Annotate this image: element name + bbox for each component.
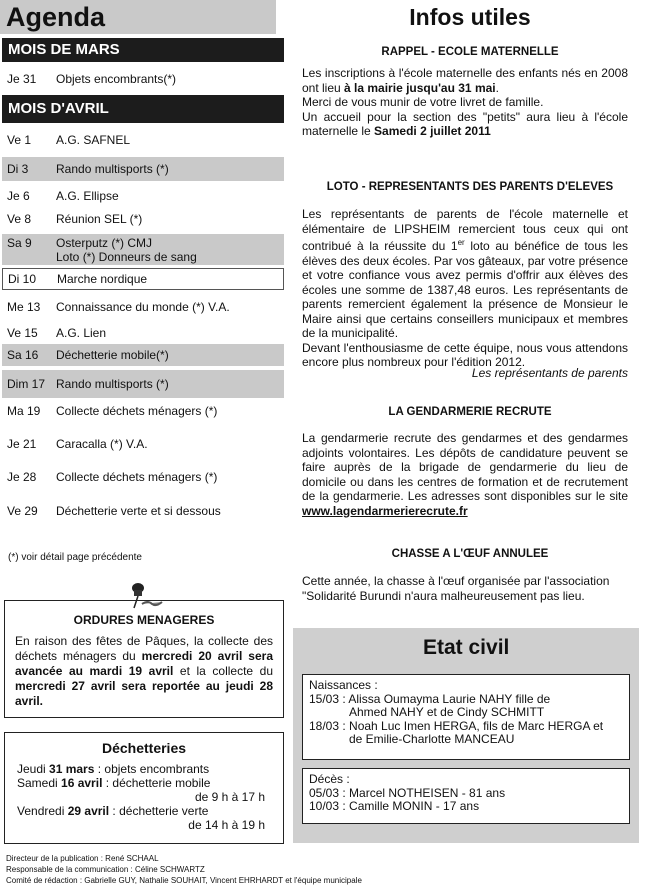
event-day: Je 21 (7, 437, 37, 451)
event-text: Déchetterie mobile(*) (56, 348, 169, 362)
event-day: Ve 29 (7, 504, 38, 518)
ordures-text-bold: mercredi 20 avril sera avancée au mardi 19 avril (15, 649, 273, 678)
naissance-entry: 18/03 : Noah Luc Imen HERGA, fils de Marc HERGA et (309, 718, 604, 733)
naissances-label: Naissances : (309, 678, 378, 692)
event-day: Ve 8 (7, 212, 32, 226)
event-day: Ve 15 (7, 326, 38, 340)
credit-line: Comité de rédaction : Gabrielle GUY, Nathalie SOUHAIT, Vincent EHRHARDT et l'équipe municipale (6, 876, 362, 885)
event-text: Connaissance du monde (*) V.A. (56, 300, 230, 314)
event-day: Sa 9 (7, 236, 32, 250)
text-part: Un accueil pour la section des "petits" aura lieu à l'école maternelle le (302, 109, 628, 138)
event-text: Rando multisports (*) (56, 377, 169, 391)
text-part: Merci de vous munir de votre livret de famille. (302, 95, 544, 109)
event-text: Réunion SEL (*) (56, 212, 143, 226)
ordures-title: ORDURES MENAGERES (73, 613, 215, 627)
loto-heading: LOTO - REPRESENTANTS DES PARENTS D'ELEVES (326, 181, 614, 193)
agenda-event (2, 437, 284, 451)
agenda-event (2, 470, 284, 484)
agenda-title: Agenda (6, 2, 106, 32)
month-avril-bar: MOIS D'AVRIL (2, 95, 284, 123)
dechetteries-title: Déchetteries (101, 740, 187, 756)
text-bold: à la mairie jusqu'au 31 mai (344, 80, 496, 95)
event-day: Dim 17 (7, 377, 46, 391)
dechetterie-hours: de 14 h à 19 h (188, 818, 265, 832)
deces-entry: 10/03 : Camille MONIN - 17 ans (309, 799, 480, 813)
line-part: : déchetterie verte (109, 804, 209, 818)
event-text: Déchetterie verte et si dessous (56, 504, 221, 518)
event-day: Je 28 (7, 470, 37, 484)
loto-text (302, 207, 628, 370)
line-part: Jeudi (17, 762, 50, 776)
line-part: Vendredi (17, 804, 68, 818)
credit-line: Directeur de la publication : René SCHAAL (6, 854, 159, 863)
line-date: 31 mars (49, 762, 95, 776)
agenda-event (2, 157, 284, 181)
event-text (56, 236, 284, 265)
agenda-event (2, 404, 284, 418)
event-line: Loto (*) Donneurs de sang (56, 250, 197, 264)
dechetterie-line (5, 762, 283, 776)
event-day: Sa 16 (7, 348, 39, 362)
event-text: Objets encombrants(*) (56, 72, 177, 86)
footnote: (*) voir détail page précédente (8, 552, 142, 563)
line-date: 29 avril (67, 804, 110, 818)
naissance-entry-cont: Ahmed NAHY et de Cindy SCHMITT (349, 705, 545, 719)
event-text: Marche nordique (57, 272, 148, 286)
agenda-event (2, 133, 284, 147)
dechetteries-box (4, 732, 284, 844)
gendarmerie-link[interactable]: www.lagendarmerierecrute.fr (302, 503, 468, 518)
ordures-text-part: En raison des fêtes de Pâques, la collecte des déchets ménagers du (15, 634, 273, 663)
agenda-event (2, 268, 284, 290)
text-bold: Samedi 2 juillet 2011 (374, 124, 491, 138)
event-day: Me 13 (7, 300, 41, 314)
text-part: . (495, 80, 499, 95)
text-part: Devant l'enthousiasme de cette équipe, nous vous attendons encore plus nombreux pour l'édition 2012. (302, 340, 628, 369)
agenda-event (2, 504, 284, 518)
chasse-heading: CHASSE A L'ŒUF ANNULEE (391, 548, 549, 560)
event-text: Caracalla (*) V.A. (56, 437, 148, 451)
gendarmerie-heading: LA GENDARMERIE RECRUTE (388, 406, 552, 418)
etat-civil-title: Etat civil (423, 636, 510, 659)
dechetterie-line (5, 804, 283, 818)
event-day: Je 31 (7, 72, 37, 86)
deces-label: Décès : (309, 772, 350, 786)
agenda-event (2, 326, 284, 340)
etat-civil-panel (293, 628, 639, 843)
event-day: Di 10 (8, 272, 37, 286)
event-day: Je 6 (7, 189, 30, 203)
naissance-entry-cont: de Emilie-Charlotte MANCEAU (349, 732, 515, 746)
agenda-event (2, 370, 284, 398)
text-sup: er (457, 238, 465, 247)
text-part: La gendarmerie recrute des gendarmes et des gendarmes adjoints volontaires. Les dépôts de candidature peuvent se faire auprès de la brigade de gendarmerie du lieu de domicile ou dans les centres de formation et de recrutement de la gendarmerie. Les adresses sont disponibles sur le site (302, 431, 628, 503)
event-text: A.G. Lien (56, 326, 107, 340)
ordures-text-part: et la collecte du (173, 664, 273, 678)
naissances-box (302, 674, 630, 760)
deces-box (302, 768, 630, 824)
line-part: : objets encombrants (94, 762, 210, 776)
agenda-event (2, 300, 284, 314)
ordures-text-bold: mercredi 27 avril sera reportée au jeudi 28 avril. (15, 679, 273, 708)
agenda-header (0, 0, 276, 34)
line-part: Samedi (17, 776, 62, 790)
event-text: A.G. Ellipse (56, 189, 119, 203)
chasse-text: Cette année, la chasse à l'œuf organisée par l'association "Solidarité Burundi n'aura malheureusement pas lieu. (302, 574, 610, 603)
event-text: Collecte déchets ménagers (*) (56, 404, 218, 418)
text-part: Les inscriptions à l'école maternelle des enfants nés en 2008 ont lieu (302, 66, 628, 95)
event-text: A.G. SAFNEL (56, 133, 131, 147)
dechetterie-line (5, 776, 283, 790)
rappel-heading: RAPPEL - ECOLE MATERNELLE (381, 46, 559, 58)
event-text: Rando multisports (*) (56, 162, 169, 176)
event-line: Osterputz (*) CMJ (56, 236, 153, 250)
event-day: Ma 19 (7, 404, 41, 418)
line-date: 16 avril (61, 776, 103, 790)
agenda-event (2, 212, 284, 226)
text-part: loto au bénéfice de tous les élèves des deux écoles. Par vos gâteaux, par votre présence et votre confiance vous avez permis d'offrir aux élèves des écoles une somme de 1387,48 euros. Les représentants de parents remercient également la présence de Monsieur le Maire ainsi que certains conseillers municipaux et membres de la municipalité. (302, 239, 628, 340)
gendarmerie-text (302, 431, 628, 518)
agenda-event (2, 234, 284, 265)
event-text: Collecte déchets ménagers (*) (56, 470, 218, 484)
agenda-event (2, 72, 284, 86)
loto-signature: Les représentants de parents (471, 366, 628, 380)
event-day: Di 3 (7, 162, 29, 176)
dechetterie-hours: de 9 h à 17 h (194, 790, 265, 804)
text-part: Les représentants de parents de l'école maternelle et élémentaire de LIPSHEIM remercient tous ceux qui ont contribué à la réussite du 1 (302, 207, 628, 253)
event-day: Ve 1 (7, 133, 32, 147)
month-mars-bar: MOIS DE MARS (2, 38, 284, 62)
agenda-event (2, 189, 284, 203)
agenda-event (2, 344, 284, 366)
rappel-text (302, 66, 628, 139)
ordures-text (5, 627, 283, 709)
line-part: : déchetterie mobile (102, 776, 211, 790)
credits (6, 853, 362, 886)
ordures-box (4, 600, 284, 718)
infos-title: Infos utiles (409, 4, 531, 30)
credit-line: Responsable de la communication : Céline SCHWARTZ (6, 865, 205, 874)
naissance-entry: 15/03 : Alissa Oumayma Laurie NAHY fille de (309, 691, 551, 706)
deces-entry: 05/03 : Marcel NOTHEISEN - 81 ans (309, 785, 506, 800)
